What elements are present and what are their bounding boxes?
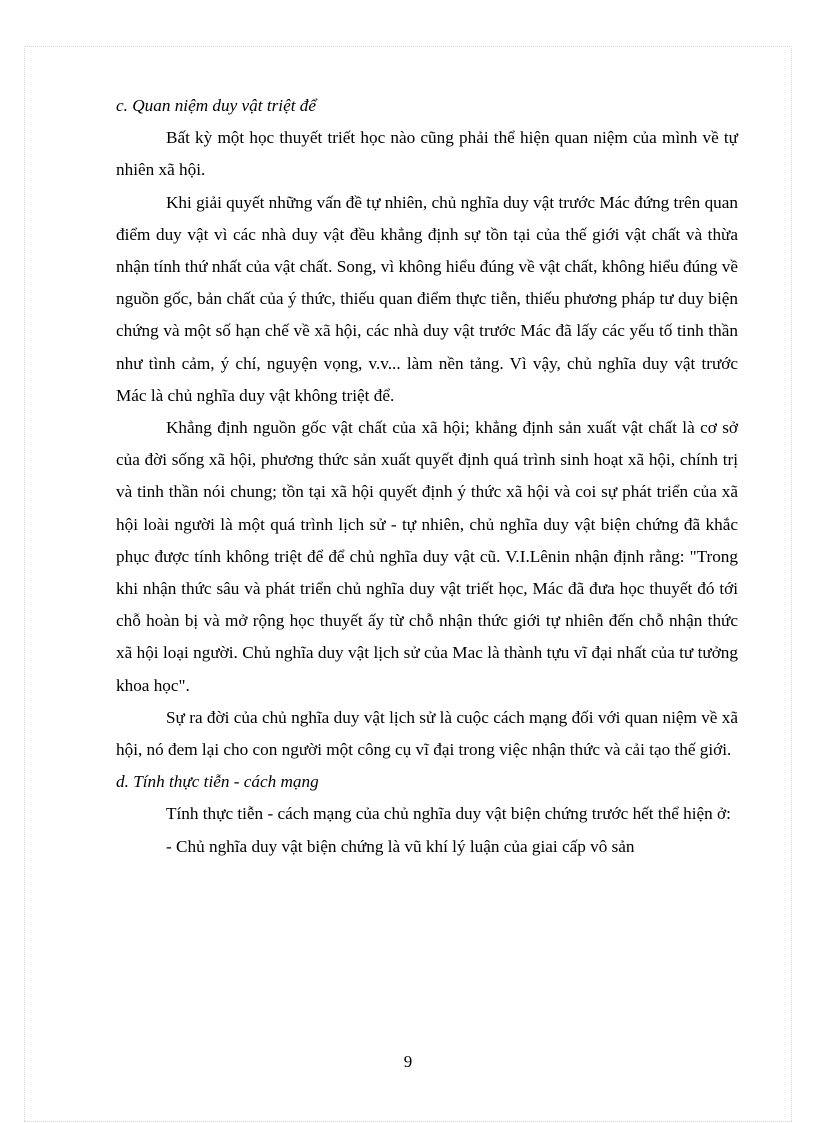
page-border-top xyxy=(24,46,792,47)
paragraph: Bất kỳ một học thuyết triết học nào cũng phải thể hiện quan niệm của mình về tự nhiên xã hội. xyxy=(116,128,738,180)
page-border-left xyxy=(24,46,25,1121)
list-item: - Chủ nghĩa duy vật biện chứng là vũ khí lý luận của giai cấp vô sản xyxy=(166,836,635,856)
document-body xyxy=(116,90,738,863)
section-c-heading: c. Quan niệm duy vật triệt để xyxy=(116,96,316,115)
page-number: 9 xyxy=(403,1052,413,1071)
paragraph: Tính thực tiễn - cách mạng của chủ nghĩa duy vật biện chứng trước hết thể hiện ở: xyxy=(166,804,731,824)
paragraph: Khi giải quyết những vấn đề tự nhiên, chủ nghĩa duy vật trước Mác đứng trên quan điểm duy vật vì các nhà duy vật đều khẳng định sự tồn tại của thế giới vật chất và thừa nhận tính thứ nhất của vật chất. Song, vì không hiểu đúng về vật chất, không hiểu đúng về nguồn gốc, bản chất của ý thức, thiếu quan điểm thực tiễn, thiếu phương pháp tư duy biện chứng và một số hạn chế về xã hội, các nhà duy vật trước Mác đã lấy các yếu tố tinh thần như tình cảm, ý chí, nguyện vọng, v.v... làm nền tảng. Vì vậy, chủ nghĩa duy vật trước Mác là chủ nghĩa duy vật không triệt để. xyxy=(116,192,738,405)
page-border-right xyxy=(791,46,792,1121)
section-d-heading: d. Tính thực tiễn - cách mạng xyxy=(116,772,319,792)
page-border-bottom xyxy=(24,1121,792,1122)
paragraph: Khẳng định nguồn gốc vật chất của xã hội; khẳng định sản xuất vật chất là cơ sở của đời sống xã hội, phương thức sản xuất quyết định quá trình sinh hoạt xã hội, chính trị và tinh thần nói chung; tồn tại xã hội quyết định ý thức xã hội và coi sự phát triển của xã hội loài người là một quá trình lịch sử - tự nhiên, chủ nghĩa duy vật biện chứng đã khắc phục được tính không triệt để để chủ nghĩa duy vật cũ. V.I.Lênin nhận định rằng: "Trong khi nhận thức sâu và phát triển chủ nghĩa duy vật triết học, Mác đã đưa học thuyết đó tới chỗ hoàn bị và mở rộng học thuyết ấy từ chỗ nhận thức giới tự nhiên đến chỗ nhận thức xã hội loại người. Chủ nghĩa duy vật lịch sử của Mac là thành tựu vĩ đại nhất của tư tưởng khoa học". xyxy=(116,418,738,695)
paragraph: Sự ra đời của chủ nghĩa duy vật lịch sử là cuộc cách mạng đối với quan niệm về xã hội, nó đem lại cho con người một công cụ vĩ đại trong việc nhận thức và cải tạo thế giới. xyxy=(116,707,738,760)
